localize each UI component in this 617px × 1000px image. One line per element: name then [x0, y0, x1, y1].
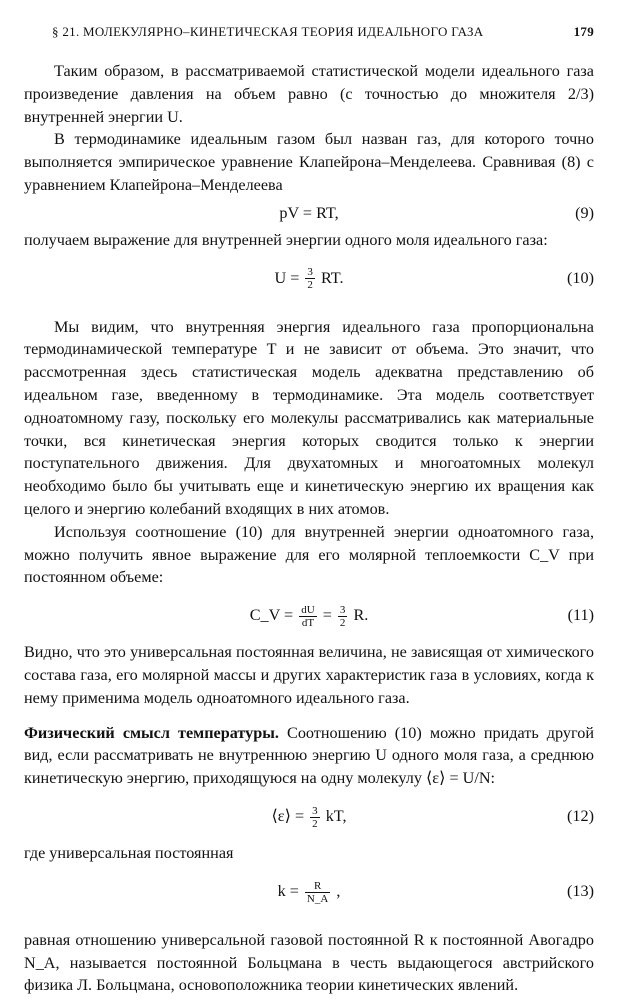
- eq13-rhs: ,: [336, 881, 341, 900]
- page-body: [24, 60, 594, 997]
- eq12-num: 3: [312, 804, 318, 817]
- eq13-num: R: [305, 880, 330, 893]
- paragraph-7: [24, 722, 594, 790]
- paragraph-2: В термодинамике идеальным газом был назван газ, для которого точно выполняется эмпирическое уравнение Клапейрона–Менделеева. Сравнивая (8) с уравнением Клапейрона–Менделеева: [24, 130, 594, 194]
- eq13-lhs: k =: [277, 881, 299, 900]
- eq12-lhs: ⟨ε⟩ =: [271, 806, 305, 825]
- eq12-fraction: [310, 805, 320, 830]
- eq11-derivative: [299, 604, 316, 629]
- eq11-fraction: [338, 604, 348, 629]
- eq11-lhs: C_V =: [249, 606, 294, 625]
- eq10-lhs: U =: [274, 268, 300, 287]
- equation-12: [24, 794, 594, 838]
- equation-11: [24, 593, 594, 637]
- eq11-equals: =: [322, 606, 332, 625]
- equation-13: [24, 869, 594, 913]
- eq10-rhs: RT.: [320, 268, 344, 287]
- equation-9-body: pV = RT,: [279, 203, 339, 222]
- paragraph-8: где универсальная постоянная: [24, 843, 234, 862]
- eq10-num: 3: [307, 266, 313, 279]
- paragraph-4: Мы видим, что внутренняя энергия идеального газа пропорциональна термодинамической температуре T и не зависит от объема. Это значит, что рассмотренная здесь статистическая модель адекватна представлению об идеальном газе, введенному в термодинамике. Эта модель соответствует одноатомному газу, поскольку его молекулы рассматривались как материальные точки, вся кинетическая энергия которых сводится только к энергии поступательного движения. Для двухатомных и многоатомных молекул необходимо было бы учитывать еще и кинетическую энергию их вращения как целого и энергию колебаний входящих в них атомов.: [24, 317, 594, 518]
- eq11-d2: 2: [339, 616, 346, 629]
- equation-11-number: (11): [567, 606, 594, 625]
- eq13-fraction: [305, 880, 330, 905]
- equation-10-number: (10): [567, 268, 594, 287]
- eq10-fraction: [305, 266, 315, 291]
- eq11-rhs: R.: [353, 606, 369, 625]
- eq11-d1: dT: [301, 616, 315, 629]
- equation-13-number: (13): [567, 881, 594, 900]
- eq12-den: 2: [312, 817, 318, 830]
- subsection-heading: Физический смысл температуры.: [24, 723, 279, 742]
- paragraph-7-text: Соотношению (10) можно придать другой вид, если рассматривать не внутреннюю энергию U одного моля газа, а среднюю кинетическую энергию, приходящуюся на одну молекулу ⟨ε⟩ = U/N:: [24, 723, 594, 788]
- eq10-den: 2: [307, 279, 313, 292]
- paragraph-5: Используя соотношение (10) для внутренней энергии одноатомного газа, можно получить явное выражение для его молярной теплоемкости C_V при постоянном объеме:: [24, 522, 594, 587]
- paragraph-6: Видно, что это универсальная постоянная величина, не зависящая от химического состава газа, его молярной массы и других характеристик газа в условиях, когда к нему применима модель одноатомного идеального газа.: [24, 643, 594, 707]
- paragraph-9: равная отношению универсальной газовой постоянной R к постоянной Авогадро N_A, называется постоянной Больцмана в честь выдающегося австрийского физика Л. Больцмана, основоположника теории кинетических явлений.: [24, 930, 594, 995]
- eq12-rhs: kT,: [325, 806, 347, 825]
- eq11-n2: 3: [339, 603, 346, 616]
- section-title: § 21. МОЛЕКУЛЯРНО–КИНЕТИЧЕСКАЯ ТЕОРИЯ ИДЕАЛЬНОГО ГАЗА: [52, 24, 484, 39]
- page-number: 179: [573, 24, 594, 39]
- paragraph-3: получаем выражение для внутренней энергии одного моля идеального газа:: [24, 230, 548, 249]
- equation-9-number: (9): [575, 203, 594, 222]
- equation-12-number: (12): [567, 806, 594, 825]
- equation-9: [24, 199, 594, 227]
- eq11-n1: dU: [301, 603, 315, 616]
- eq13-den: N_A: [306, 892, 329, 905]
- paragraph-1: Таким образом, в рассматриваемой статистической модели идеального газа произведение давления на объем равно (с точностью до множителя 2/3) внутренней энергии U.: [24, 62, 594, 126]
- equation-10: [24, 256, 594, 300]
